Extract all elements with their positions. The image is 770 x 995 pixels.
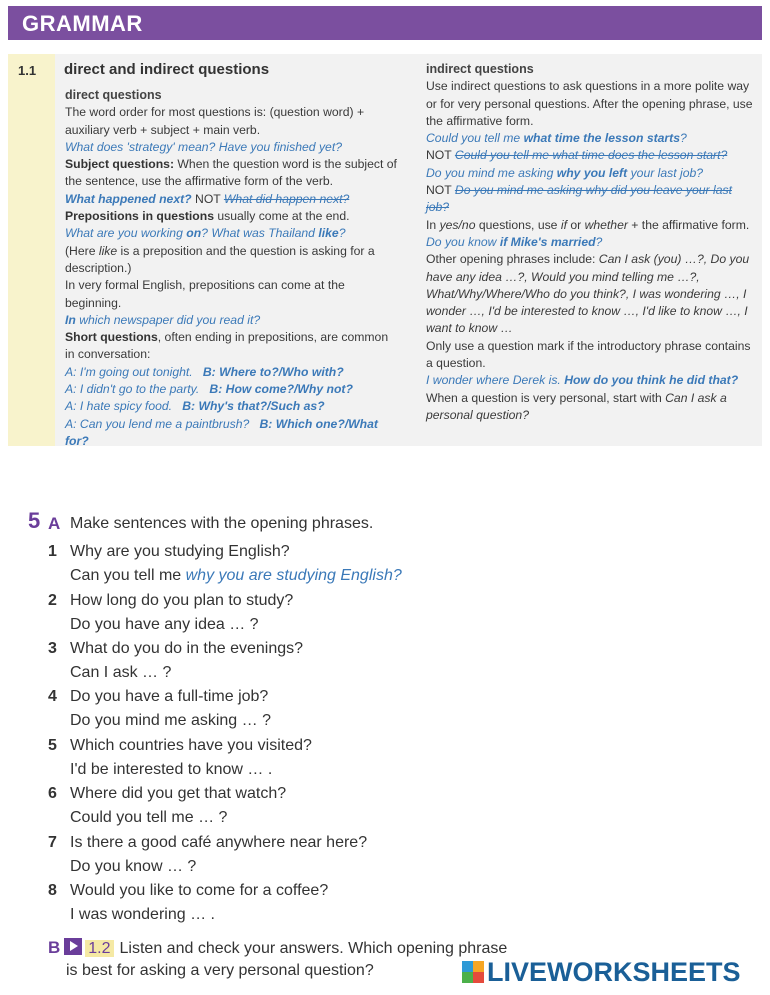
exercise-answer-line[interactable]: Do you have any idea … ? [70,616,259,633]
exercise-answer-line[interactable]: Do you mind me asking … ? [70,712,271,729]
logo-text: LIVEWORKSHEETS [487,956,741,987]
exercise-answer-line[interactable]: Can you tell me why you are studying English? [70,567,402,584]
liveworksheets-logo [462,955,741,989]
indirect-example-1: Could you tell me what time the lesson starts? [426,131,687,146]
exercise-answer-line[interactable]: Do you know … ? [70,858,197,875]
short-questions-rule: Short questions, often ending in prepositions, are common in conversation: [65,330,389,362]
wrong-example-1: NOT Could you tell me what time does the lesson start? [426,148,728,163]
prepositions-rule: Prepositions in questions usually come at the end. [65,209,350,224]
liveworksheets-logo-icon [462,961,484,983]
subject-questions-rule: Subject questions: When the question word is the subject of the sentence, use the affirmative form of the verb. [65,157,397,189]
exercise-answer-line[interactable]: Can I ask … ? [70,664,172,681]
indirect-example-3: Do you know if Mike's married? [426,234,603,249]
exercise-question: 1 Why are you studying English? [48,543,290,560]
exercise-question: 7 Is there a good café anywhere near here? [48,834,368,851]
play-audio-icon[interactable] [64,938,82,955]
exercise-question: 3 What do you do in the evenings? [48,640,304,657]
prepositions-example: What are you working on? What was Thailand like? [65,226,346,241]
formal-rule: In very formal English, prepositions can come at the beginning. [65,278,345,310]
part-a-label: A [48,514,61,533]
answer-text: why you are studying English? [185,567,402,584]
section-title: direct and indirect questions [64,61,270,78]
exercise-question: 2 How long do you plan to study? [48,592,294,609]
track-number: 1.2 [85,940,113,957]
word-order-rule: The word order for most questions is: (question word) + auxiliary verb + subject + main verb. [65,105,365,137]
exercise-answer-line[interactable]: Could you tell me … ? [70,809,228,826]
indirect-intro: Use indirect questions to ask questions in a more polite way or for very personal questions. After the opening phrase, use the affirmative form. [426,79,753,128]
question-mark-rule: Only use a question mark if the introductory phrase contains a question. [426,338,751,371]
exercise-question: 6 Where did you get that watch? [48,785,287,802]
direct-heading: direct questions [65,88,162,102]
part-b-instruction: Listen and check your answers. Which opening phrase [119,940,508,957]
word-order-example: What does 'strategy' mean? Have you finished yet? [65,139,342,154]
indirect-example-4: I wonder where Derek is. How do you think he did that? [426,373,739,388]
yes-no-rule: In yes/no questions, use if or whether + the affirmative form. [426,217,750,232]
section-number-strip [8,54,55,446]
prepositions-note: (Here like is a preposition and the question is asking for a description.) [65,243,375,275]
direct-questions-column [65,87,400,450]
personal-question-rule: When a question is very personal, start with Can I ask a personal question? [426,390,727,422]
exercise-answer-line[interactable]: I was wondering … . [70,906,215,923]
header-title: GRAMMAR [22,11,143,36]
wrong-example-2: NOT Do you mind me asking why did you leave your last job? [426,183,732,215]
exercise-number: 5 [28,508,41,533]
part-b-label: B [48,938,61,957]
other-phrases: Other opening phrases include: Can I ask (you) …?, Do you have any idea …?, Would you mind telling me …?, What/Why/Where/Who do you think?, I was wondering …, I wonder …, I'd be interested to know …, I'd like to know …, I want to know … [426,252,750,336]
short-example-row: A: I hate spicy food. B: Why's that?/Such as? [65,399,325,414]
formal-example: In which newspaper did you read it? [65,312,261,327]
part-a-instruction: Make sentences with the opening phrases. [70,515,374,532]
short-example-row: A: I'm going out tonight. B: Where to?/Who with? [65,364,344,379]
short-example-row: A: Can you lend me a paintbrush? B: Which one?/What for? [65,416,378,448]
subject-questions-example: What happened next? NOT What did happen next? [65,191,350,206]
indirect-example-2: Do you mind me asking why you left your last job? [426,165,704,180]
exercise-question: 8 Would you like to come for a coffee? [48,882,329,899]
indirect-questions-column [426,61,756,424]
exercise-question: 5 Which countries have you visited? [48,737,312,754]
exercise-answer-line[interactable]: I'd be interested to know … . [70,761,273,778]
short-example-row: A: I didn't go to the party. B: How come?/Why not? [65,382,353,397]
part-b-question: is best for asking a very personal question? [66,962,374,979]
section-number: 1.1 [18,63,37,78]
exercise-question: 4 Do you have a full-time job? [48,688,269,705]
grammar-header-bar [8,6,762,40]
indirect-heading: indirect questions [426,62,534,76]
